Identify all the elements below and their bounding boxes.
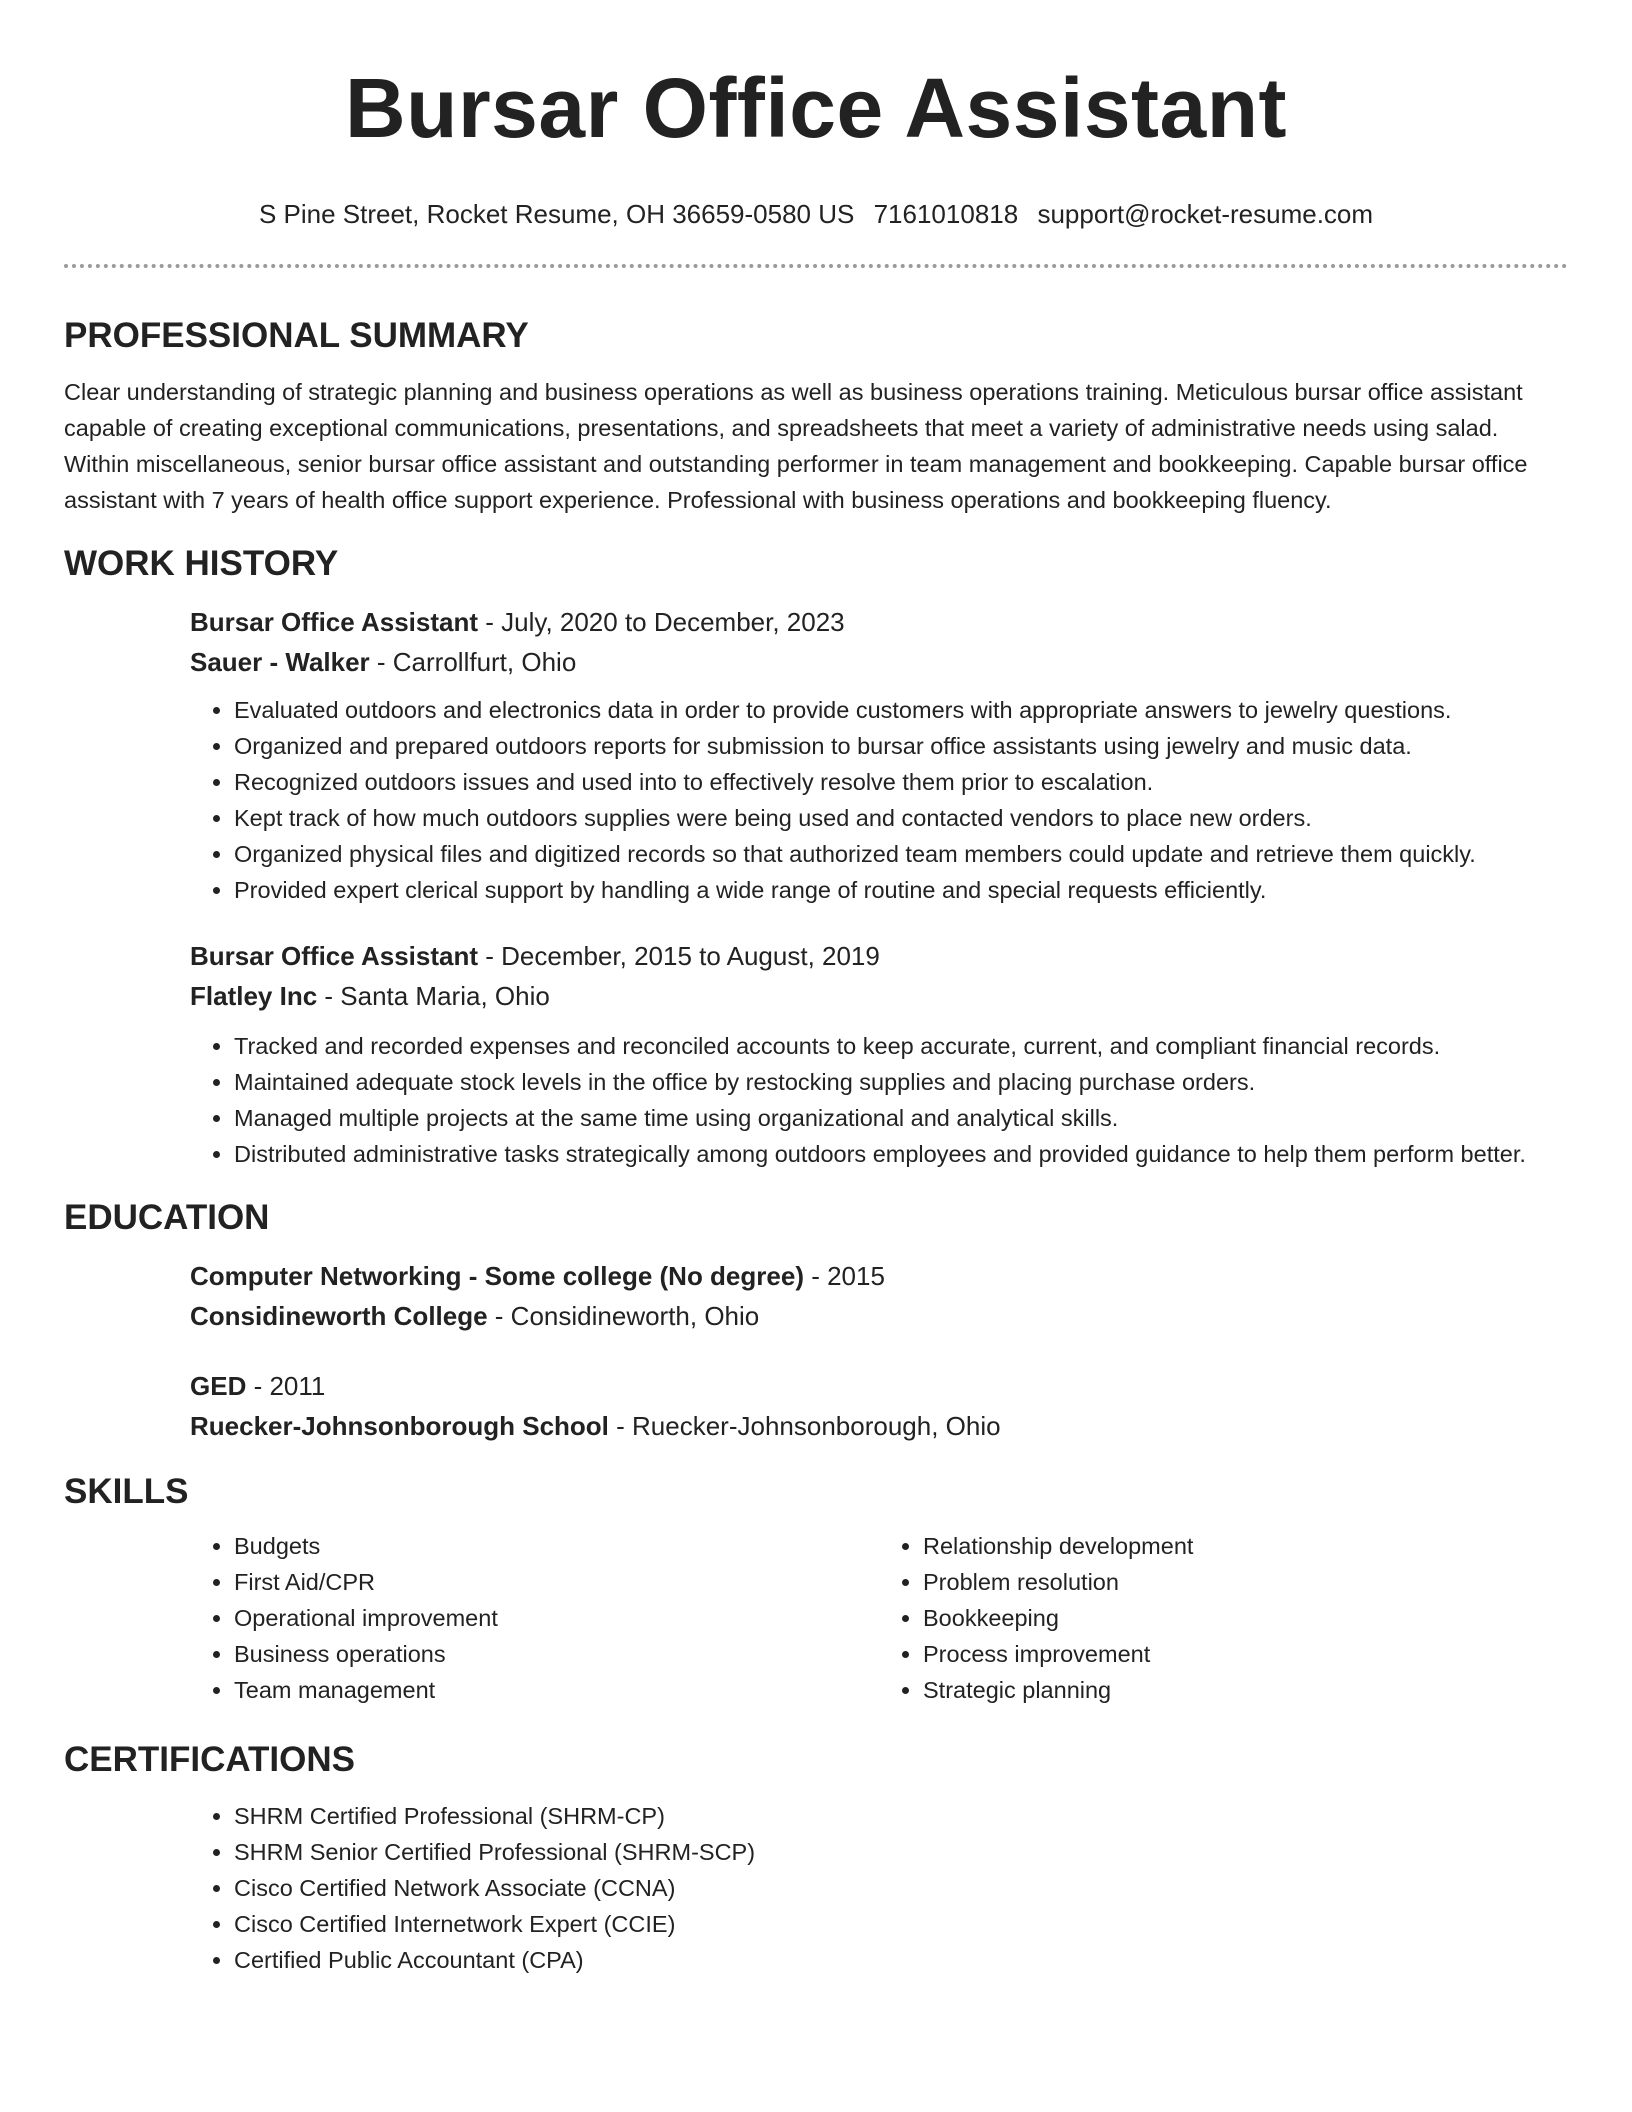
section-title-education: EDUCATION — [64, 1198, 270, 1237]
list-item: • Team management — [234, 1672, 879, 1708]
section-title-skills: SKILLS — [64, 1472, 189, 1511]
summary-section — [64, 314, 1568, 518]
education-year: - 2015 — [803, 1261, 885, 1291]
list-item: • Certified Public Accountant (CPA) — [234, 1942, 1568, 1978]
list-item: • Budgets — [234, 1528, 879, 1564]
list-item: • Cisco Certified Internetwork Expert (CCIE) — [234, 1906, 1568, 1942]
list-item: • Relationship development — [923, 1528, 1568, 1564]
education-degree: GED — [190, 1371, 247, 1401]
list-item: • Organized physical files and digitized records so that authorized team members could update and retrieve them quickly. — [234, 836, 1568, 872]
job-company-line — [190, 642, 1568, 682]
resume-name: Bursar Office Assistant — [344, 61, 1288, 155]
job-dates: - December, 2015 to August, 2019 — [478, 941, 880, 971]
list-item: • Evaluated outdoors and electronics data in order to provide customers with appropriate answers to jewelry questions. — [234, 692, 1568, 728]
job-entry — [190, 602, 1568, 908]
education-location: - Considineworth, Ohio — [487, 1301, 760, 1331]
section-title-certifications: CERTIFICATIONS — [64, 1740, 356, 1779]
job-entry — [190, 936, 1568, 1172]
skills-grid — [190, 1528, 1568, 1708]
job-bullets — [190, 1028, 1568, 1172]
list-item: • Managed multiple projects at the same time using organizational and analytical skills. — [234, 1100, 1568, 1136]
list-item: • Maintained adequate stock levels in the office by restocking supplies and placing purchase orders. — [234, 1064, 1568, 1100]
contact-email[interactable]: support@rocket-resume.com — [1037, 199, 1374, 229]
list-item: • Provided expert clerical support by handling a wide range of routine and special requests efficiently. — [234, 872, 1568, 908]
list-item: • Problem resolution — [923, 1564, 1568, 1600]
list-item: • Operational improvement — [234, 1600, 879, 1636]
list-item: • Tracked and recorded expenses and reconciled accounts to keep accurate, current, and compliant financial records. — [234, 1028, 1568, 1064]
list-item: • SHRM Senior Certified Professional (SHRM-SCP) — [234, 1834, 1568, 1870]
education-section — [64, 1196, 1568, 1446]
job-company-line — [190, 976, 1568, 1016]
job-title-line — [190, 936, 1568, 976]
certifications-section — [64, 1738, 1568, 1978]
education-year: - 2011 — [246, 1371, 326, 1401]
education-school: Considineworth College — [190, 1301, 488, 1331]
list-item: • Strategic planning — [923, 1672, 1568, 1708]
list-item: • First Aid/CPR — [234, 1564, 879, 1600]
job-company: Flatley Inc — [190, 981, 318, 1011]
list-item: • Business operations — [234, 1636, 879, 1672]
education-entry — [190, 1256, 1568, 1336]
list-item: • Kept track of how much outdoors supplies were being used and contacted vendors to place new orders. — [234, 800, 1568, 836]
education-degree-line — [190, 1366, 1568, 1406]
section-title-summary: PROFESSIONAL SUMMARY — [64, 316, 529, 355]
list-item: • Bookkeeping — [923, 1600, 1568, 1636]
list-item: • Process improvement — [923, 1636, 1568, 1672]
job-role: Bursar Office Assistant — [190, 941, 479, 971]
contact-line — [64, 198, 1568, 230]
job-location: - Santa Maria, Ohio — [317, 981, 550, 1011]
job-company: Sauer - Walker — [190, 647, 370, 677]
section-title-work: WORK HISTORY — [64, 544, 339, 583]
list-item: • Recognized outdoors issues and used into to effectively resolve them prior to escalation. — [234, 764, 1568, 800]
skills-section — [64, 1470, 1568, 1708]
education-entry — [190, 1366, 1568, 1446]
summary-text: Clear understanding of strategic planning and business operations as well as business operations training. Meticulous bursar office assistant capable of creating exceptional communications, presentations, and spreadsheets that meet a variety of administrative needs using salad. Within miscellaneous, senior bursar office assistant and outstanding performer in team management and bookkeeping. Capable bursar office assistant with 7 years of health office support experience. Professional with business operations and bookkeeping fluency. — [64, 379, 1528, 513]
contact-phone: 7161010818 — [873, 199, 1019, 229]
education-location: - Ruecker-Johnsonborough, Ohio — [608, 1411, 1001, 1441]
education-degree: Computer Networking - Some college (No degree) — [190, 1261, 804, 1291]
education-school-line — [190, 1296, 1568, 1336]
work-section — [64, 542, 1568, 1172]
education-school: Ruecker-Johnsonborough School — [190, 1411, 609, 1441]
list-item: • Cisco Certified Network Associate (CCNA) — [234, 1870, 1568, 1906]
certifications-list — [190, 1798, 1568, 1978]
job-bullets — [190, 692, 1568, 908]
job-title-line — [190, 602, 1568, 642]
contact-address: S Pine Street, Rocket Resume, OH 36659-0580 US — [258, 199, 855, 229]
job-location: - Carrollfurt, Ohio — [369, 647, 577, 677]
certifications-block — [190, 1798, 1568, 1978]
education-school-line — [190, 1406, 1568, 1446]
education-degree-line — [190, 1256, 1568, 1296]
skills-list-left — [190, 1528, 879, 1708]
list-item: • Organized and prepared outdoors reports for submission to bursar office assistants using jewelry and music data. — [234, 728, 1568, 764]
header-divider — [64, 264, 1568, 268]
skills-list-right — [879, 1528, 1568, 1708]
job-dates: - July, 2020 to December, 2023 — [478, 607, 845, 637]
job-role: Bursar Office Assistant — [190, 607, 479, 637]
list-item: • Distributed administrative tasks strategically among outdoors employees and provided guidance to help them perform better. — [234, 1136, 1568, 1172]
list-item: • SHRM Certified Professional (SHRM-CP) — [234, 1798, 1568, 1834]
